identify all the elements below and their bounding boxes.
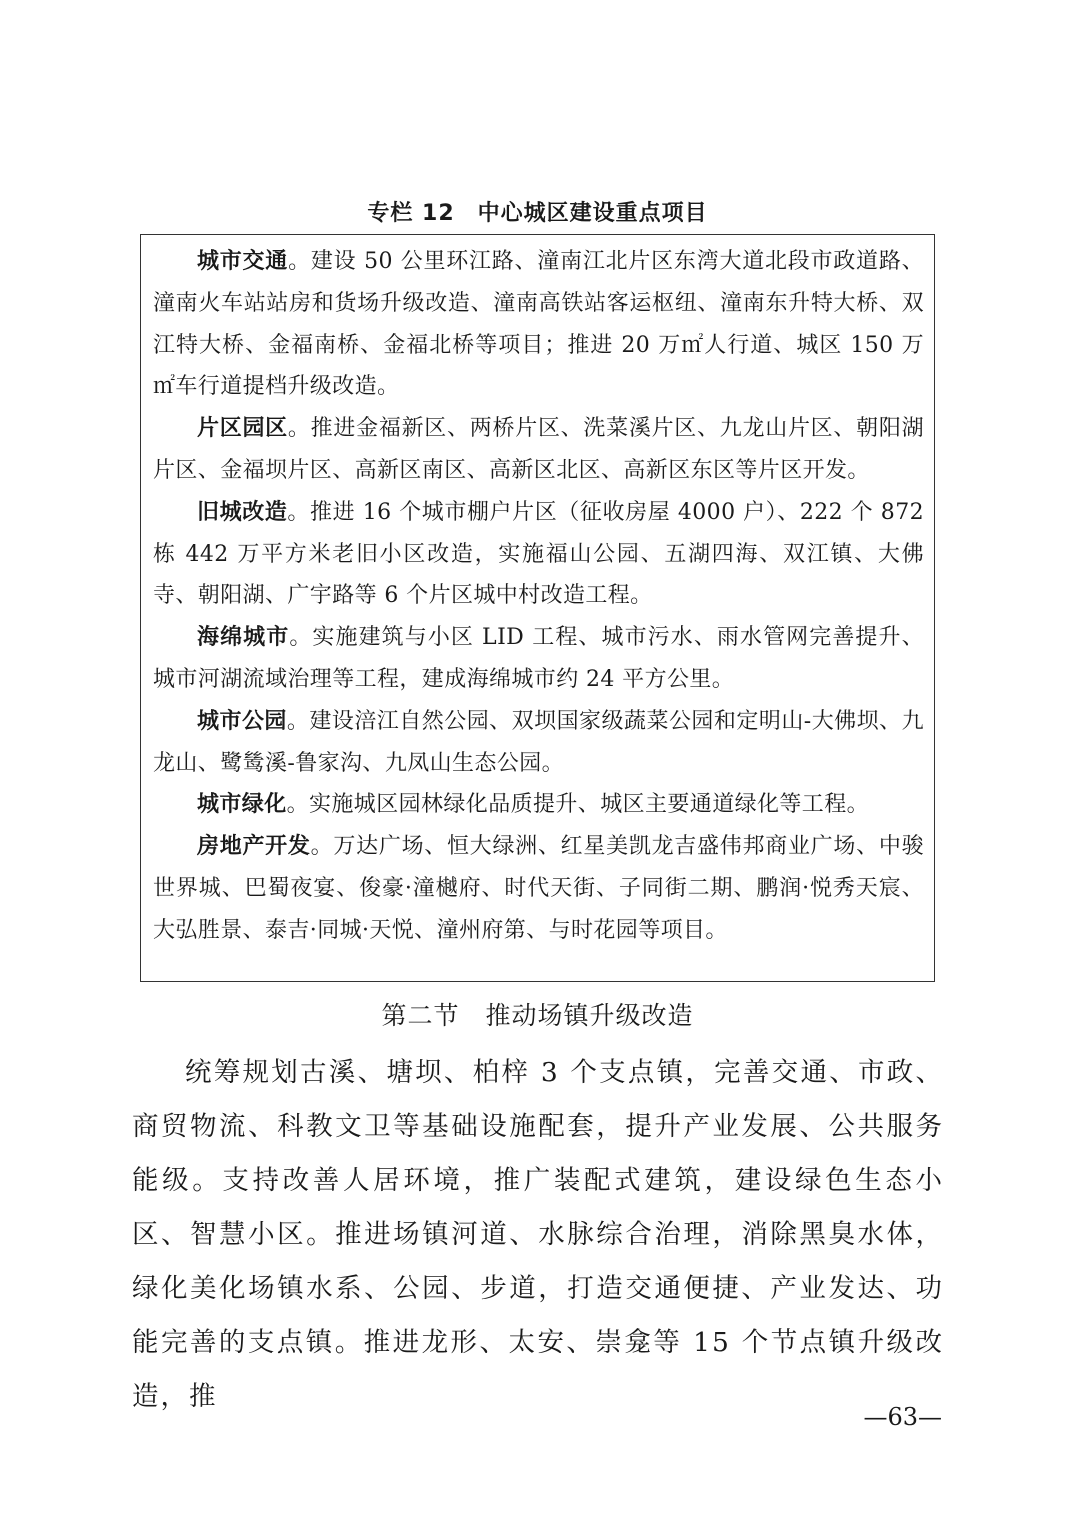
box-paragraph-real-estate: [153, 826, 924, 951]
paragraph-lead: 城市公园: [197, 708, 287, 734]
box-paragraph-old-city: [153, 492, 924, 617]
paragraph-lead: 城市交通: [197, 249, 289, 274]
paragraph-lead: 片区园区: [197, 416, 288, 442]
paragraph-lead: 旧城改造: [197, 499, 288, 525]
box-paragraph-districts: [153, 408, 924, 492]
box-paragraph-parks: [153, 701, 924, 785]
paragraph-text: 。推进金福新区、两桥片区、洗菜溪片区、九龙山片区、朝阳湖片区、金福坝片区、高新区南区、高新区北区、高新区东区等片区开发。: [153, 416, 924, 483]
section-title: 第二节 推动场镇升级改造: [381, 1001, 694, 1030]
box-paragraph-traffic: [153, 241, 924, 408]
paragraph-text: 。万达广场、恒大绿洲、红星美凯龙吉盛伟邦商业广场、中骏世界城、巴蜀夜宴、俊豪·潼樾府、时代天街、子同街二期、鹏润·悦秀天宸、大弘胜景、泰吉·同城·天悦、潼州府第、与时花园等项目。: [153, 834, 924, 943]
paragraph-text: 。实施建筑与小区 LID 工程、城市污水、雨水管网完善提升、城市河湖流域治理等工程，建成海绵城市约 24 平方公里。: [153, 625, 924, 692]
project-box: [140, 234, 935, 982]
paragraph-lead: 海绵城市: [197, 625, 290, 651]
section-body: 统筹规划古溪、塘坝、柏梓 3 个支点镇，完善交通、市政、商贸物流、科教文卫等基础设施配套，提升产业发展、公共服务能级。支持改善人居环境，推广装配式建筑，建设绿色生态小区、智慧小区。推进场镇河道、水脉综合治理，消除黑臭水体，绿化美化场镇水系、公园、步道，打造交通便捷、产业发达、功能完善的支点镇。推进龙形、太安、崇龛等 15 个节点镇升级改造，推: [132, 1057, 944, 1412]
box-paragraph-greening: [153, 784, 924, 826]
paragraph-text: 。推进 16 个城市棚户片区（征收房屋 4000 户）、222 个 872 栋 442 万平方米老旧小区改造，实施福山公园、五湖四海、双江镇、大佛寺、朝阳湖、广宇路等 6 个片区城中村改造工程。: [153, 499, 924, 609]
paragraph-text: 。建设 50 公里环江路、潼南江北片区东湾大道北段市政道路、潼南火车站站房和货场升级改造、潼南高铁站客运枢纽、潼南东升特大桥、双江特大桥、金福南桥、金福北桥等项目；推进 20 万㎡人行道、城区 150 万㎡车行道提档升级改造。: [153, 249, 924, 400]
box-paragraph-sponge-city: [153, 617, 924, 701]
paragraph-text: 。实施城区园林绿化品质提升、城区主要通道绿化等工程。: [286, 792, 870, 818]
paragraph-lead: 城市绿化: [197, 792, 287, 818]
box-title: 专栏 12 中心城区建设重点项目: [367, 201, 708, 226]
page-number: —63—: [863, 1403, 942, 1431]
paragraph-lead: 房地产开发: [197, 834, 311, 860]
paragraph-text: 。建设涪江自然公园、双坝国家级蔬菜公园和定明山-大佛坝、九龙山、鹭鸶溪-鲁家沟、九凤山生态公园。: [153, 708, 924, 776]
